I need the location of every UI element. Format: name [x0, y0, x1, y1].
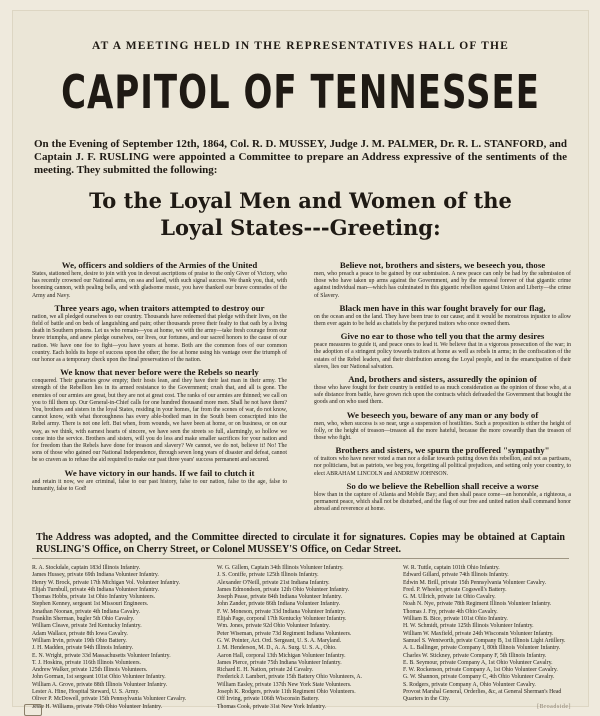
signature-line: F. W. Rockenson, private Company A, 1st Ohio Volunteer Cavalry. — [403, 667, 558, 674]
signature-line: Jonathan Noonan, private 4th Indiana Cavalry. — [32, 608, 140, 615]
paragraph-lead: Brothers and sisters, we spurn the proffered "sympathy" — [335, 445, 550, 456]
signature-line: William A. Grove, private 88th Illinois Volunteer Infantry. — [32, 681, 168, 688]
signature-line: Off Irving, private 106th Wisconsin Battery. — [217, 696, 320, 703]
signature-line: Andrew Walker, private 125th Illinois Volunteers. — [32, 667, 148, 674]
signature-line: Wm. Jones, private 92d Ohio Volunteer Infantry. — [217, 623, 330, 630]
signature-line: Adam Wallace, private 8th Iowa Cavalry. — [32, 630, 128, 637]
signature-line: Thomas J. Fry, private 4th Ohio Cavalry. — [403, 608, 498, 615]
signature-line: E. B. Seymour, private Company A, 1st Ohio Volunteer Cavalry. — [403, 659, 553, 666]
signature-line: Oliver P. McDowell, private 15th Pennsylvania Volunteer Cavalry. — [32, 696, 187, 703]
paragraph-lead: Give no ear to those who tell you that the army desires — [340, 331, 545, 342]
signature-line: Elijah Page, corporal 17th Kentucky Volunteer Infantry. — [217, 616, 347, 623]
signature-line: Edwin M. Brill, private 15th Pennsylvania Volunteer Cavalry. — [403, 579, 547, 586]
signature-line: Fred. P. Wheeler, private Cogswell's Battery. — [403, 586, 507, 593]
signature-line: Thomas Hobbs, private 1st Ohio Infantry Volunteers. — [32, 594, 156, 601]
paragraph-lead: We beseech you, beware of any man or any body of — [346, 409, 539, 420]
paragraph-text: States, stationed here, desire to join with you in devout ascriptions of praise to the only Giver of Victory, who has recently crowned our National arms, on sea and land, with such signal success. We thank you, that, with booming cannon, with pealing bells, and with gladsome music, you have thanked our brave comrades of the Army and Navy. — [32, 271, 287, 299]
address-paragraph — [32, 468, 287, 493]
signature-line: Quarters in the City. — [403, 696, 450, 703]
adoption-note: The Address was adopted, and the Committee directed to circulate it for signatures. Copies may be obtained at Captain RUSLING'S Office, on Cherry Street, or Colonel MUSSEY'S Office, on Cedar Street. — [36, 532, 565, 555]
signature-line: James Pierce, private 75th Indiana Volunteer Infantry. — [217, 659, 342, 666]
signature-line: Samuel S. Wentworth, private Company B, 1st Illinois Light Artillery. — [403, 637, 566, 644]
paragraph-text: peace measures to guide it, and peace ones to lead it. We believe that in a vigorous prosecution of the war; in the adoption of a stringent policy towards traitors at home as well as rebels in arms; in the confiscation of the estates of the Rebel leaders, and their distribution among the Loyal people, and in the emancipation of their slaves, lies our National salvation. — [314, 342, 571, 370]
signature-line: G. M. Ullrich, private 1st Ohio Cavalry. — [403, 594, 496, 601]
signature-line: W. R. Tuttle, captain 101th Ohio Infantry. — [403, 565, 500, 571]
paragraph-lead: Believe not, brothers and sisters, we beseech you, those — [339, 260, 546, 270]
paragraph-text: blow than in the capture of Atlanta and Mobile Bay; and then shall peace come—an honorable, a righteous, a permanent peace, which shall not be disturbed, and the flag of our free and united nation shall command honor abroad and reverence at home. — [314, 491, 571, 513]
signature-line: William Irvin, private 19th Ohio Battery. — [32, 637, 127, 644]
signature-line: Lester A. Hine, Hospital Steward, U. S. Army. — [32, 689, 140, 696]
signature-line: T. J. Hoskins, private 116th Illinois Volunteers. — [32, 659, 141, 666]
address-paragraph — [314, 260, 571, 300]
paragraph-text: men, who, when success is so near, urge a suspension of hostilities. Such a proposition is either the height of folly, or the height of treason—treason all the more hateful, because the more cowardly than the treason of those who fight. — [314, 420, 571, 442]
paragraph-text: those who have fought for their country is entitled to as much consideration as the opinion of those who, at a safe distance from battle, have grown rich upon the contracts which defrauded the Government that bought the goods and on who used them. — [314, 385, 571, 406]
signature-line: Elijah Turnbull, private 4th Indiana Volunteer Infantry. — [32, 586, 159, 593]
paragraph-text: and retain it now, we are criminal, false to our past history, false to our nation, false to the age, false to humanity, false to God! — [32, 478, 287, 492]
signature-line: Noah N. Nye, private 78th Regiment Illinois Volunteer Infantry. — [403, 601, 552, 608]
page-title: CAPITOL OF TENNESSEE — [61, 66, 540, 120]
signature-line: J. H. Madden, private 94th Illinois Infantry. — [32, 645, 134, 652]
paragraph-text: on the ocean and on the land. They have been true to our cause; and it would be monstrous injustice to allow them ever again to be held as chattels by the perjured traitors who once owned them. — [314, 313, 571, 328]
signature-line: Richard E. H. Nation, private 2d Cavalry. — [217, 667, 314, 674]
signatures-column-3 — [403, 565, 588, 704]
signature-line: Franklin Sherman, bugler 5th Ohio Cavalry. — [32, 616, 135, 623]
archive-seal-icon — [24, 704, 42, 716]
signature-line: William Easley, private 137th New York State Volunteers. — [217, 681, 352, 688]
broadside-sheet — [12, 10, 589, 710]
signature-line: James Hussey, private 69th Indiana Volunteer Infantry. — [32, 572, 159, 579]
address-paragraph — [32, 260, 287, 300]
signature-line: John Gorman, 1st sergeant 101st Ohio Volunteer Infantry. — [32, 674, 166, 681]
signature-line: Edward Gillard, private 74th Illinois Infantry. — [403, 572, 509, 579]
signatures-column-2 — [217, 565, 397, 711]
address-paragraph — [314, 481, 571, 514]
signature-line: Thomas Cook, private 31st New York Infantry. — [217, 703, 326, 710]
kicker: AT A MEETING HELD IN THE REPRESENTATIVES HALL OF THE — [92, 40, 509, 52]
paragraph-text: nation, we all pledged ourselves to our country. Thousands have redeemed that pledge with their lives, on the field of battle and on beds of languishing and pain; other thousands prove their fealty to that oath by a living death in Southern prisons. Let us who remain—you at home, we with the army—take fresh courage from our brave triumphs, and anew pledge ourselves, our lives, our fortunes, and our sacred honors to the cause of our nation. We have one foe to fight—you have yours at home. Both are the common foes of our common country. Each holds its hope of success upon the other; the foe at home using his vantage over the triumph of our honor as a temporary check upon the final preservation of the nation. — [32, 313, 287, 364]
headline-line-1: To the Loyal Men and Women of the — [89, 188, 512, 213]
address-paragraph — [314, 445, 571, 478]
paragraph-text: conquered. Their granaries grow empty; their hosts lean, and they have their last man in their army. The strength of the Rebellion lies in its armed resistance to the Government; crush that, and all is gone. The enemies of our armies are great, but they are not at great cost. The ranks of our armies are thinned; we call on you to fill them up. Our General-in-Chief calls for one hundred thousand more men. Shall he not have them? You, brothers and sisters in the loyal States, residing in your homes, far from the scenes of war, do not know, cannot know, with what thoroughness has every able-bodied man in the South been conscripted into the Rebel army. There is not one left. But when, from wounds, we have been at home, or on business, or on our way, as we think, with earnest hearts of sincere, we have seen the streets so full, alarmingly, so hollow we come into the service. Brothers and sisters, will you do less and make smaller sacrifices for your nation and for freedom than the Rebels have done for treason and slavery? We cannot, we do not, believe it! No! The sons of those who gained our National Independence, through seven long years of disaster and defeat, cannot be so craven as to refuse the aid required to make our past three years' success permanent and secured. — [32, 378, 287, 464]
paragraph-lead: Three years ago, when traitors attempted to destroy our — [54, 302, 265, 313]
signature-line: Stephen Kenney, sergeant 1st Missouri Engineers. — [32, 601, 149, 608]
headline-line-2: Loyal States---Greeting: — [160, 215, 441, 240]
paragraph-lead: And, brothers and sisters, assuredly the opinion of — [348, 374, 537, 385]
signature-line: Frederick J. Lambert, private 15th Battery Ohio Volunteers, A. — [217, 674, 362, 681]
signature-line: William B. Bice, private 101st Ohio Infantry. — [403, 616, 508, 623]
signature-line: William W. Maxfield, private 24th Wisconsin Volunteer Infantry. — [403, 630, 554, 637]
paragraph-text: of traitors who have never voted a man nor a dollar towards putting down this rebellion, and not as partisans, nor politicians, but as patriots, we beg you, forgetting all political prejudices, and setting only your country, to elect ABRAHAM LINCOLN and ANDREW JOHNSON. — [314, 456, 571, 477]
paragraph-lead: Black men have in this war fought bravely for our flag, — [339, 302, 546, 313]
signatures-column-1 — [32, 565, 212, 711]
signature-line: John Zander, private 86th Indiana Volunteer Infantry. — [217, 601, 341, 608]
signature-line: James Edmondson, private 12th Ohio Volunteer Infantry. — [217, 586, 350, 593]
signature-line: E. N. Wright, private 33d Massachusetts Volunteer Infantry. — [32, 652, 171, 659]
signature-line: S. Rodgers, private Company A, Ohio Volunteer Cavalry. — [403, 681, 536, 688]
address-paragraph — [314, 331, 571, 371]
address-paragraph — [314, 410, 571, 443]
signature-line: William Cleave, private 3rd Kentucky Infantry. — [32, 623, 142, 630]
signature-line: Peter Wiseman, private 73d Regiment Indiana Volunteers. — [217, 630, 352, 637]
signature-line: R. A. Stockdale, captain 183d Illinois Infantry. — [32, 565, 141, 571]
signature-line: Henry W. Brock, private 17th Michigan Vol. Volunteer Infantry. — [32, 579, 180, 586]
signature-line: W. G. Gillem, Captain 34th Illinois Volunteer Infantry. — [217, 565, 344, 571]
signature-line: J. M. Henderson, M. D., A. A. Surg. U. S. A., Ohio. — [217, 645, 337, 652]
signature-line: Alexander O'Neill, private 21st Indiana Infantry. — [217, 579, 330, 586]
signature-line: J. S. Coniffe, private 125th Illinois Infantry. — [217, 572, 319, 579]
address-right-column — [314, 260, 571, 516]
signature-line: F. W. Moneson, private 33d Indiana Volunteer Infantry. — [217, 608, 345, 615]
signature-line: Charles W. Stickney, private Company F, 5th Illinois Infantry. — [403, 652, 547, 659]
address-left-column — [32, 260, 287, 496]
signature-line: Joseph K. Rodgers, private 11th Regiment Ohio Volunteers. — [217, 689, 356, 696]
address-paragraph — [314, 303, 571, 328]
signature-line: Aaron Hall, corporal 13th Michigan Volunteer Infantry. — [217, 652, 346, 659]
divider — [32, 558, 569, 559]
intro-paragraph: On the Evening of September 12th, 1864, Col. R. D. MUSSEY, Judge J. M. PALMER, Dr. R. L. STANFORD, and Captain J. F. RUSLING were appointed a Committee to prepare an Address expressive of the sentiments of the meeting. They submitted the following: — [34, 138, 567, 176]
address-paragraph — [32, 367, 287, 464]
signature-line: G. W. Shannon, private Company C, 4th Ohio Volunteer Cavalry. — [403, 674, 555, 681]
paragraph-lead: So do we believe the Rebellion shall receive a worse — [346, 480, 539, 491]
signature-line: Joseph Pease, private 84th Indiana Volunteer Infantry. — [217, 594, 342, 601]
paragraph-lead: We have victory in our hands. If we fail to clutch it — [64, 467, 255, 478]
signature-line: Jesse H. Williams, private 79th Ohio Volunteer Infantry. — [32, 703, 163, 710]
paragraph-lead: We, officers and soldiers of the Armies of the United — [61, 260, 258, 270]
signature-line: G. W. Pointer, Act. Ord. Sergeant, U. S. A. Maryland. — [217, 637, 342, 644]
address-paragraph — [32, 303, 287, 364]
paragraph-lead: We know that never before were the Rebels so nearly — [60, 367, 259, 378]
archive-stamp: [Broadside] — [537, 704, 571, 710]
address-paragraph — [314, 374, 571, 407]
signature-line: Provost Marshal General, Orderlies, &c, at General Sherman's Head — [403, 689, 562, 696]
signature-line: H. W. Schmidt, private 125th Illinois Volunteer Infantry. — [403, 623, 534, 630]
paragraph-text: men, who preach a peace to be gained by our submission. A new peace can only be had by the submission of those who have taken up arms against the Government, and by the removal forever of that gigantic crime against individual man—which has culminated in this gigantic rebellion against Union and Liberty—the crime of Slavery. — [314, 271, 571, 299]
signature-line: A. L. Ballinger, private Company I, 80th Illinois Volunteer Infantry. — [403, 645, 561, 652]
